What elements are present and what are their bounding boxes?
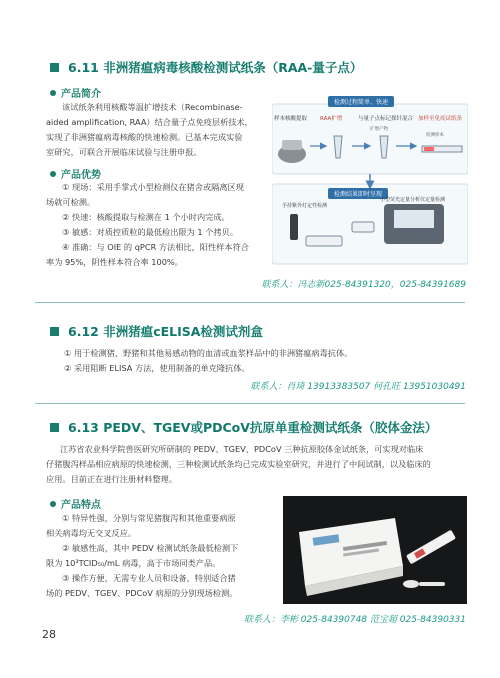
text-line: ② 采用阻断 ELISA 方法，使用制备的单克隆抗体。 bbox=[64, 363, 250, 373]
text-line: 率为 95%，阴性样本符合率 100%。 bbox=[46, 257, 183, 267]
section-title-bar bbox=[0, 58, 500, 76]
colloidal-gold-intro bbox=[46, 442, 466, 487]
text-line: ④ 准确：与 OIE 的 qPCR 方法相比，阳性样本符合 bbox=[62, 242, 249, 252]
cassette-icon bbox=[306, 236, 342, 246]
kit-photo-illustration bbox=[283, 496, 467, 604]
raa-detection-process-figure bbox=[272, 96, 468, 266]
text-line: ② 敏感性高，其中 PEDV 检测试纸条最低检测下 bbox=[62, 543, 239, 553]
step-label-raa: RAA扩增 bbox=[320, 116, 343, 122]
tube-icon bbox=[380, 136, 388, 158]
cELISA-description bbox=[64, 346, 464, 376]
text-line: 场的 PEDV、TGEV、PDCoV 病原的分别现场检测。 bbox=[46, 588, 238, 598]
section-divider bbox=[35, 302, 465, 303]
text-line: 相关病毒均无交叉反应。 bbox=[46, 528, 137, 538]
contact-6-13: 联系人：李彬 025-84390748 范宝超 025-84390331 bbox=[243, 615, 466, 625]
contact-6-12: 联系人：肖琦 13913383507 何孔旺 13951030491 bbox=[250, 382, 466, 392]
text-line: 江苏省农业科学院兽医研究所研制的 PEDV、TGEV、PDCoV 三种抗原胶体金试纸条，可实现对临床 bbox=[60, 444, 424, 454]
title-marker bbox=[50, 423, 59, 432]
text-line: 实现了非洲猪瘟病毒核酸的快速检测。已基本完成实验 bbox=[46, 132, 243, 142]
contact-6-11: 联系人：冯志新025-84391320，025-84391689 bbox=[261, 280, 466, 290]
result-label-uv: 手持紫外灯定性检测 bbox=[282, 203, 328, 209]
product-advantage-text bbox=[46, 180, 268, 270]
section-title: 6.12 非洲猪瘟cELISA检测试剂盒 bbox=[68, 324, 263, 339]
heading-label: 产品特点 bbox=[61, 500, 101, 511]
section-title: 6.13 PEDV、TGEV或PDCoV抗原单重检测试纸条（胶体金法） bbox=[68, 420, 438, 435]
uv-lamp-icon bbox=[290, 214, 298, 240]
step-label-strip: 加样至免疫试纸条 bbox=[418, 116, 463, 122]
figure-bottom-label: 检测结果即时呈现 bbox=[328, 188, 388, 199]
section-divider bbox=[35, 403, 465, 404]
text-line: 应用。目前正在进行注册材料整理。 bbox=[46, 474, 178, 484]
step-label-mix: 与量子点标记探针混合 bbox=[358, 116, 414, 122]
product-features-heading bbox=[50, 496, 101, 511]
bullet-icon bbox=[50, 90, 56, 96]
text-line: 该试纸条利用核酸等温扩增技术（Recombinase- bbox=[62, 102, 243, 112]
step-label-extraction: 样本核酸提取 bbox=[274, 116, 308, 122]
section-6-11 bbox=[0, 58, 500, 76]
title-marker bbox=[50, 63, 59, 72]
tube-icon bbox=[334, 136, 342, 158]
text-line: 场就可检测。 bbox=[46, 197, 96, 207]
text-line: ① 现场：采用手掌式小型检测仪在猪舍或隔离区现 bbox=[62, 182, 244, 192]
test-kit-photo bbox=[283, 496, 467, 604]
section-title: 6.11 非洲猪瘟病毒核酸检测试纸条（RAA-量子点） bbox=[68, 60, 363, 75]
text-line: ① 用于检测猪、野猪和其他易感动物的血清或血浆样品中的非洲猪瘟病毒抗体。 bbox=[64, 348, 353, 358]
section-6-12 bbox=[0, 322, 500, 340]
note-amplified-product: 扩增产物 bbox=[370, 127, 388, 132]
product-intro-text bbox=[46, 100, 268, 160]
text-line: ② 快速：核酸提取与检测在 1 个小时内完成。 bbox=[62, 212, 230, 222]
title-marker bbox=[50, 327, 59, 336]
text-line: ① 特异性强，分别与常见猪腹泻和其他重要病原 bbox=[62, 513, 236, 523]
heading-label: 产品优势 bbox=[61, 170, 101, 181]
section-title-bar bbox=[0, 418, 500, 436]
section-6-13 bbox=[0, 418, 500, 436]
text-line: aided amplification, RAA）结合量子点免疫层析技术， bbox=[46, 117, 253, 127]
page-number: 28 bbox=[42, 628, 56, 641]
dropper-icon bbox=[403, 580, 419, 588]
bullet-icon bbox=[50, 501, 56, 507]
bullet-icon bbox=[50, 171, 56, 177]
text-line: ③ 操作方便，无需专业人员和设备，特别适合猪 bbox=[62, 573, 236, 583]
text-line: ③ 敏感：对质控质粒的最低检出限为 1 个拷贝。 bbox=[62, 227, 238, 237]
note-sample: 检测样本 bbox=[426, 133, 444, 138]
text-line: 仔猪腹泻样品相应病原的快速检测，三种检测试纸条均已完成实验室研究，并进行了中间试制，以及临床的 bbox=[46, 459, 431, 469]
section-title-bar bbox=[0, 322, 500, 340]
heading-label: 产品简介 bbox=[61, 89, 101, 100]
product-advantage-heading bbox=[50, 166, 101, 181]
text-line: 室研究，可联合开展临床试验与注册申报。 bbox=[46, 147, 202, 157]
product-features-text bbox=[46, 511, 278, 601]
product-intro-heading bbox=[50, 85, 101, 100]
text-line: 限为 10³TCID₅₀/mL 病毒，高于市场同类产品。 bbox=[46, 558, 221, 568]
figure-top-label: 检测过程简单、快速 bbox=[328, 96, 394, 107]
result-label-reader: 小型荧光定量分析仪定量检测 bbox=[380, 197, 446, 203]
